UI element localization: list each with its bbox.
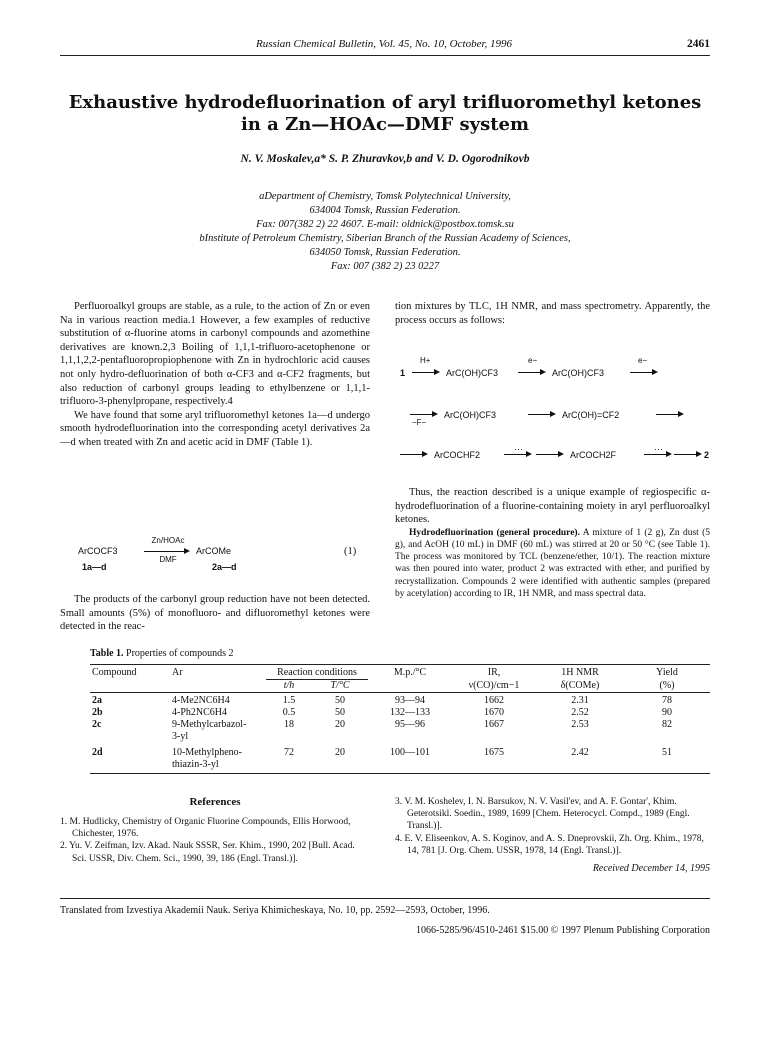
equation-1: [78, 538, 368, 578]
scheme-arrow: [400, 448, 428, 458]
eq-reactant-label: 1a—d: [82, 562, 107, 572]
cell-temperature: 20: [335, 747, 345, 758]
cell-ir: 1670: [484, 707, 504, 718]
table-subheader: (%): [659, 679, 675, 691]
right-column-continued: [395, 486, 710, 600]
eq-reagent-top: Zn/HOAc: [151, 536, 185, 545]
cell-nmr: 2.42: [571, 747, 589, 758]
references-heading: References: [189, 796, 241, 808]
cell-ir: 1675: [484, 747, 504, 758]
properties-table: [90, 667, 710, 774]
scheme-intermediate: ArCOCH2F: [570, 450, 617, 460]
cell-ar-line: thiazin-3-yl: [172, 759, 219, 770]
scheme-arrow: [410, 408, 438, 418]
mechanism-intro: tion mixtures by TLC, 1H NMR, and mass spectrometry. Apparently, the process occurs as follows:: [395, 301, 710, 326]
references-left: [60, 816, 370, 865]
cell-ar-line: 10-Methylpheno-: [172, 747, 242, 758]
affiliation-line: 634004 Tomsk, Russian Federation.: [309, 205, 461, 216]
eq-number: (1): [344, 546, 357, 557]
scheme-reagent: e−: [638, 356, 648, 365]
scheme-arrow: [528, 408, 556, 418]
reference-item: 3. V. M. Koshelev, I. N. Barsukov, N. V. Vasil'ev, and A. F. Gontar', Khim. Geterotsikl. Soedin., 1989, 1699 [Chem. Heterocycl. Compd., 1989 (Engl. Transl.)].: [395, 797, 690, 832]
cell-ar: 4-Ph2NC6H4: [172, 707, 228, 718]
scheme-intermediate: ArCOCHF2: [434, 450, 481, 460]
left-column-continued: [60, 593, 370, 634]
cell-temperature: 20: [335, 719, 345, 730]
running-title: Russian Chemical Bulletin, Vol. 45, No. 10, October, 1996: [255, 38, 513, 50]
eq-product: ArCOMe: [196, 546, 232, 556]
table-caption-label: Table 1.: [90, 648, 124, 659]
cell-yield: 51: [662, 747, 672, 758]
reference-item: 1. M. Hudlicky, Chemistry of Organic Fluorine Compounds, Ellis Horwood, Chichester, 1976.: [60, 817, 351, 840]
scheme-arrow: [630, 366, 658, 376]
procedure-text: A mixture of 1 (2 g), Zn dust (5 g), and AcOH (10 mL) in DMF (60 mL) was stirred at 20 or 50 °C (see Table 1). The process was monitored by TCL (benzene/ether, 10/1). The reaction mixture was then poured into water, product 2 was extracted with ether, and purified by recrystallization. Compounds 2 were identified with authentic samples (prepared by acetylation) according to IR, 1H NMR, and mass spectral data.: [395, 527, 710, 599]
cell-ar-line: 9-Methylcarbazol-: [172, 719, 247, 730]
cell-mp: 93—94: [395, 695, 425, 706]
scheme-reagent: −F−: [412, 418, 427, 427]
cell-ar: [170, 719, 266, 743]
table-row: [90, 707, 710, 719]
table-row: [90, 695, 710, 707]
authors: N. V. Moskalev,a* S. P. Zhuravkov,b and V. D. Ogorodnikovb: [240, 153, 530, 165]
table-row: [90, 743, 710, 771]
table-caption-text: Properties of compounds 2: [126, 648, 234, 659]
cell-mp: 132—133: [390, 707, 430, 718]
reaction-scheme: [400, 352, 710, 470]
procedure-heading: Hydrodefluorination (general procedure).: [409, 527, 580, 538]
scheme-intermediate: ArC(OH)CF3: [552, 368, 604, 378]
scheme-intermediate: ArC(OH)CF3: [446, 368, 498, 378]
table-header: M.p./°C: [393, 667, 427, 678]
left-column: [60, 300, 370, 450]
scheme-reagent: e−: [528, 356, 538, 365]
scheme-intermediate: ArC(OH)CF3: [444, 410, 496, 420]
reference-item: 2. Yu. V. Zeifman, Izv. Akad. Nauk SSSR, Ser. Khim., 1990, 202 [Bull. Acad. Sci. USSR, Div. Chem. Sci., 1990, 39, 186 (Engl. Transl.)].: [60, 841, 355, 864]
eq-product-label: 2a—d: [212, 562, 237, 572]
scheme-product: 2: [704, 450, 710, 460]
cell-ir: 1662: [484, 695, 504, 706]
header-rule: [60, 55, 710, 56]
eq-arrow: [144, 545, 190, 555]
conclusion-paragraph: Thus, the reaction described is a unique example of regiospecific α-hydrodefluorination of a fluorine-containing moiety in aryl perfluoroalkyl ketones.: [395, 487, 710, 526]
cell-compound: 2d: [92, 747, 103, 758]
scheme-arrow: [518, 366, 546, 376]
title-line-2: in a Zn—HOAc—DMF system: [240, 114, 530, 135]
scheme-reagent: H+: [420, 356, 431, 365]
table-header: 1H NMR: [561, 667, 599, 678]
cell-ir: 1667: [484, 719, 504, 730]
cell-ar: 4-Me2NC6H4: [172, 695, 230, 706]
products-paragraph: The products of the carbonyl group reduction have not been detected. Small amounts (5%) of monofluoro- and difluoromethyl ketones were detected in the reac-: [60, 594, 370, 633]
cell-temperature: 50: [335, 707, 345, 718]
table-top-rule: [90, 664, 710, 665]
cell-nmr: 2.31: [571, 695, 589, 706]
cell-ar: [170, 743, 266, 771]
table-subheader: ν(CO)/cm−1: [468, 679, 520, 691]
cell-yield: 78: [662, 695, 672, 706]
cell-time: 18: [284, 719, 294, 730]
procedure-paragraph: [395, 527, 710, 600]
table-row: [90, 719, 710, 743]
right-column: [395, 300, 710, 327]
cell-mp: 95—96: [395, 719, 425, 730]
table-header: Yield: [656, 667, 678, 678]
article-title: [60, 92, 710, 136]
cell-ar-line: 3-yl: [172, 731, 189, 742]
affiliation-line: aDepartment of Chemistry, Tomsk Polytechnical University,: [259, 191, 511, 202]
scheme-ellipsis: ···: [654, 444, 663, 454]
scheme-arrow: [656, 408, 684, 418]
page-number: 2461: [687, 38, 710, 50]
cell-time: 72: [284, 747, 294, 758]
scheme-arrow: [536, 448, 564, 458]
cell-temperature: 50: [335, 695, 345, 706]
cell-nmr: 2.52: [571, 707, 589, 718]
table-header-row: [90, 667, 710, 680]
title-line-1: Exhaustive hydrodefluorination of aryl trifluoromethyl ketones: [68, 92, 702, 113]
cell-yield: 82: [662, 719, 672, 730]
cell-time: 1.5: [282, 695, 296, 706]
scheme-intermediate: ArC(OH)=CF2: [562, 410, 620, 420]
cell-mp: 100—101: [390, 747, 430, 758]
received-date: Received December 14, 1995: [592, 863, 710, 874]
translation-note: Translated from Izvestiya Akademii Nauk. Seriya Khimicheskaya, No. 10, pp. 2592—2593, October, 1996.: [60, 905, 490, 916]
reference-item: 4. E. V. Eliseenkov, A. S. Koginov, and A. S. Dneprovskii, Zh. Org. Khim., 1978, 14, 781 [J. Org. Chem. USSR, 1978, 14 (Engl. Transl.)].: [395, 833, 704, 856]
scheme-ellipsis: ···: [514, 444, 523, 454]
cell-compound: 2b: [92, 707, 103, 718]
eq-reagent-bottom: DMF: [159, 555, 177, 564]
scheme-arrow: [412, 366, 440, 376]
affiliation-line: bInstitute of Petroleum Chemistry, Siberian Branch of the Russian Academy of Sciences,: [199, 233, 571, 244]
cell-compound: 2a: [92, 695, 102, 706]
table-subheader: T/°C: [312, 680, 368, 693]
table-header: Reaction conditions: [277, 667, 357, 678]
references-right: [395, 796, 710, 857]
cell-compound: 2c: [92, 719, 102, 730]
table-header: IR,: [487, 667, 501, 678]
eq-reactant: ArCOCF3: [78, 546, 118, 556]
affiliation-line: 634050 Tomsk, Russian Federation.: [309, 247, 461, 258]
table-caption: [90, 648, 710, 659]
table-header: Compound: [92, 667, 137, 678]
affiliation-line: Fax: 007 (382 2) 23 0227: [330, 261, 440, 272]
table-subheader: δ(COMe): [560, 679, 600, 691]
cell-nmr: 2.53: [571, 719, 589, 730]
cell-time: 0.5: [282, 707, 296, 718]
affiliations: [60, 190, 710, 274]
footer-rule: [60, 898, 710, 899]
cell-yield: 90: [662, 707, 672, 718]
copyright-line: 1066-5285/96/4510-2461 $15.00 © 1997 Plenum Publishing Corporation: [416, 925, 710, 936]
intro-paragraph: Perfluoroalkyl groups are stable, as a rule, to the action of Zn or even Na in various reaction media.1 However, a few examples of reductive substitution of α-fluorine atoms in carbonyl compounds and azomethine derivatives are known.2,3 Boiling of 1,1,1-trifluoro-acetophenone or 1,1,1,2,2-pentafluoropropiophenone with Zn in hydrochloric acid causes not only hydro-defluorination of both α-CF3 and α-CF2 fragments, but also reduction of carbonyl groups leading to ethylbenzene or 1,1,1-trifluoro-3-phenylpropane, respectively.4: [60, 301, 370, 408]
table-subheader: t/h: [266, 680, 312, 693]
table-header: Ar: [172, 667, 183, 678]
affiliation-line: Fax: 007(382 2) 22 4607. E-mail: oldnick@postbox.tomsk.su: [256, 219, 514, 230]
scheme-start-compound: 1: [400, 368, 406, 378]
findings-paragraph: We have found that some aryl trifluoromethyl ketones 1a—d undergo smooth hydrodefluorination into the corresponding acetyl derivatives 2a—d when treated with Zn and acetic acid in DMF (Table 1).: [60, 409, 370, 448]
scheme-arrow: [674, 448, 702, 458]
table-subheader-row: [90, 680, 710, 693]
